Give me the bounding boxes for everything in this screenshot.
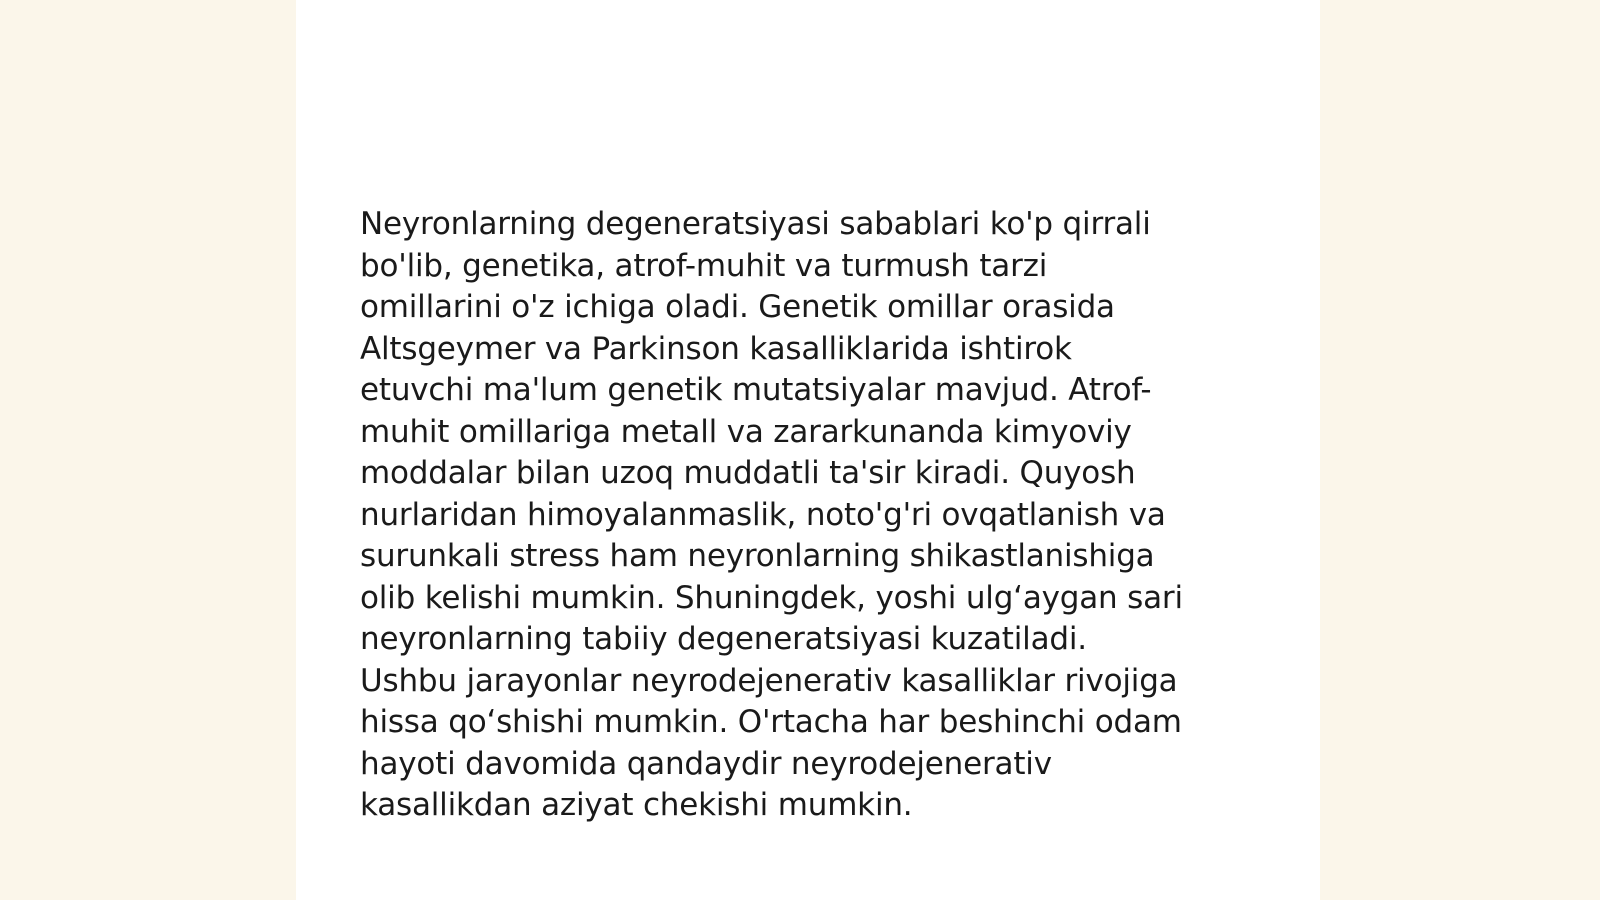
body-paragraph: Neyronlarning degeneratsiyasi sabablari ko'p qirrali bo'lib, genetika, atrof-muhit va turmush tarzi omillarini o'z ichiga oladi. Genetik omillar orasida Altsgeymer va Parkinson kasalliklarida ishtirok etuvchi ma'lum genetik mutatsiyalar mavjud. Atrof- muhit omillariga metall va zararkunanda kimyoviy moddalar bilan uzoq muddatli ta'sir kiradi. Quyosh nurlaridan himoyalanmaslik, noto'g'ri ovqatlanish va surunkali stress ham neyronlarning shikastlanishiga olib kelishi mumkin. Shuningdek, yoshi ulg‘aygan sari neyronlarning tabiiy degeneratsiyasi kuzatiladi. Ushbu jarayonlar neyrodejenerativ kasalliklar rivojiga hissa qo‘shishi mumkin. O'rtacha har beshinchi odam hayoti davomida qandaydir neyrodejenerativ kasallikdan aziyat chekishi mumkin.	[360, 206, 1183, 823]
document-page	[296, 0, 1320, 900]
